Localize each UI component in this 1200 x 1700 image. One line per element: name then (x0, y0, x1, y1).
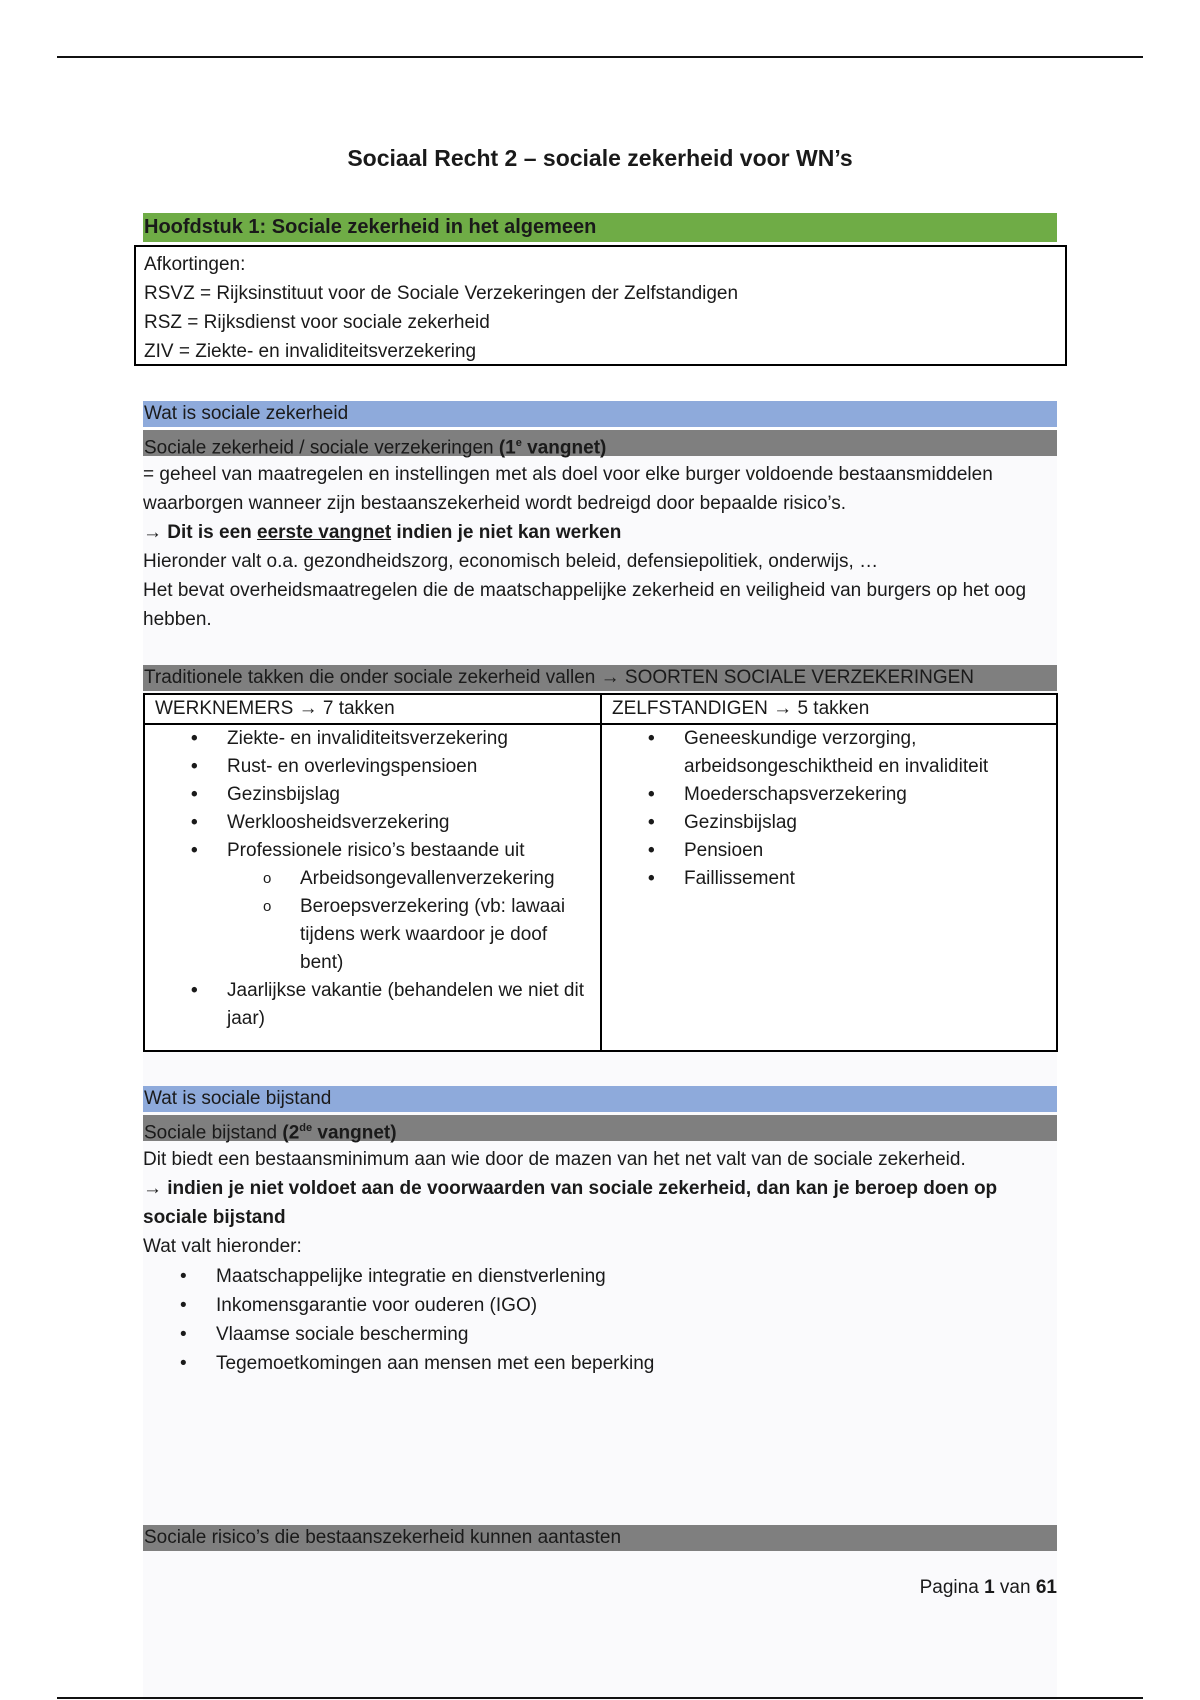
list-item: • Ziekte- en invaliditeitsverzekering (191, 725, 591, 753)
table-header-employees: WERKNEMERS → 7 takken (155, 698, 395, 719)
subheading-bold: (2 (282, 1122, 300, 1144)
assistance-arrow-line: → indien je niet voldoet aan de voorwaarden van sociale zekerheid, dan kan je beroep doen op sociale bijstand (143, 1178, 998, 1228)
subheading-first-safety-net (143, 430, 1057, 459)
subheading-bold: (1 (498, 437, 516, 459)
first-safety-net-line (143, 518, 1057, 547)
subheading-text: Sociale zekerheid / sociale verzekeringen (144, 437, 499, 459)
sub-list-item: o Beroepsverzekering (vb: lawaai tijdens werk waardoor je doof bent) (191, 893, 591, 977)
arrow-prefix: → Dit is een (143, 522, 258, 543)
abbreviations-box (134, 245, 1067, 366)
branches-heading: Traditionele takken die onder sociale zekerheid vallen → SOORTEN SOCIALE VERZEKERINGEN (143, 665, 1057, 691)
list-item: • Gezinsbijslag (648, 809, 1048, 837)
list-label: Wat valt hieronder: (143, 1236, 302, 1257)
list-item: • Inkomensgarantie voor ouderen (IGO) (180, 1291, 654, 1320)
section-heading-social-risks: Sociale risico’s die bestaanszekerheid kunnen aantasten (143, 1525, 1057, 1551)
list-item: • Maatschappelijke integratie en dienstverlening (180, 1262, 654, 1291)
subheading-sup: e (515, 437, 522, 449)
subheading-bold-suffix: vangnet) (312, 1122, 397, 1144)
abbreviations-label: Afkortingen: (144, 254, 246, 275)
table-divider (600, 695, 602, 1050)
abbreviation-item: RSVZ = Rijksinstituut voor de Sociale Verzekeringen der Zelfstandigen (144, 283, 739, 304)
section1-body (143, 460, 1057, 634)
list-item: • Werkloosheidsverzekering (191, 809, 591, 837)
header-rule (57, 56, 1143, 58)
definition-text: = geheel van maatregelen en instellingen met als doel voor elke burger voldoende bestaansmiddelen waarborgen wanneer zijn bestaanszekerheid wordt bedreigd door bepaalde risico’s. (143, 464, 993, 514)
list-item: • Tegemoetkomingen aan mensen met een beperking (180, 1349, 654, 1378)
abbreviation-item: ZIV = Ziekte- en invaliditeitsverzekering (144, 341, 477, 362)
list-item: • Vlaamse sociale bescherming (180, 1320, 654, 1349)
footer-rule (57, 1697, 1143, 1699)
branches-table (143, 693, 1058, 1052)
subheading-bold-suffix: vangnet) (521, 437, 607, 459)
minimum-income-line: Dit biedt een bestaansminimum aan wie door de mazen van het net valt van de sociale zekerheid. (143, 1149, 966, 1170)
page-background (143, 448, 1057, 1700)
page-title: Sociaal Recht 2 – sociale zekerheid voor WN’s (347, 145, 853, 171)
list-item: • Rust- en overlevingspensioen (191, 753, 591, 781)
list-item: • Faillissement (648, 865, 1048, 893)
section2-body (143, 1145, 1057, 1261)
includes-line: Hieronder valt o.a. gezondheidszorg, economisch beleid, defensiepolitiek, onderwijs, … (143, 551, 879, 572)
abbreviation-item: RSZ = Rijksdienst voor sociale zekerheid (144, 312, 490, 333)
page-middle: van (994, 1577, 1036, 1598)
section-heading-social-security: Wat is sociale zekerheid (143, 401, 1057, 427)
self-employed-column (648, 725, 1048, 893)
list-item: • Moederschapsverzekering (648, 781, 1048, 809)
chapter-heading: Hoofdstuk 1: Sociale zekerheid in het algemeen (143, 213, 1057, 242)
subheading-second-safety-net (143, 1115, 1057, 1144)
page-prefix: Pagina (919, 1577, 985, 1598)
assistance-list (180, 1262, 654, 1378)
subheading-sup: de (299, 1122, 313, 1134)
table-header-self-employed: ZELFSTANDIGEN → 5 takken (612, 698, 870, 719)
page-number (920, 1577, 1057, 1599)
list-item: • Gezinsbijslag (191, 781, 591, 809)
total-pages: 61 (1035, 1577, 1057, 1598)
arrow-underlined: eerste vangnet (257, 522, 392, 543)
current-page: 1 (984, 1577, 995, 1598)
list-item: • Pensioen (648, 837, 1048, 865)
section-heading-social-assistance: Wat is sociale bijstand (143, 1086, 1057, 1112)
list-item: • Geneeskundige verzorging, arbeidsongeschiktheid en invaliditeit (648, 725, 1048, 781)
list-item: • Professionele risico’s bestaande uit (191, 837, 591, 865)
government-measures-line: Het bevat overheidsmaatregelen die de maatschappelijke zekerheid en veiligheid van burgers op het oog hebben. (143, 580, 1027, 630)
arrow-suffix: indien je niet kan werken (391, 522, 622, 543)
sub-list-item: o Arbeidsongevallenverzekering (191, 865, 591, 893)
employees-column (191, 725, 591, 1033)
subheading-text: Sociale bijstand (144, 1122, 283, 1144)
list-item: • Jaarlijkse vakantie (behandelen we niet dit jaar) (191, 977, 591, 1033)
